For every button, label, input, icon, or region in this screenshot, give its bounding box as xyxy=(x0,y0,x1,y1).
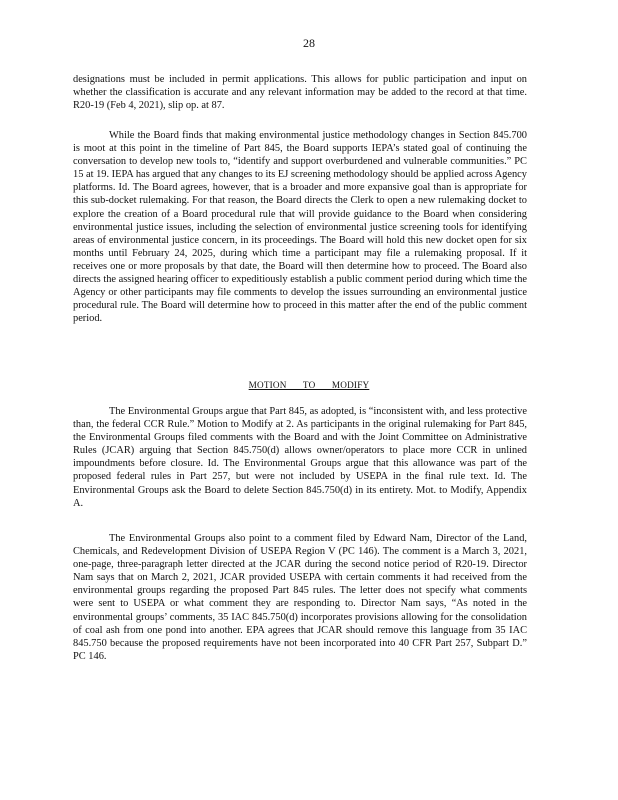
paragraph-1: designations must be included in permit applications. This allows for public participation and input on whether the classification is accurate and any relevant information may be added to the record at that time. R20-19 (Feb 4, 2021), slip op. at 87. xyxy=(73,74,527,112)
section-heading-text: MOTION TO MODIFY xyxy=(248,380,370,390)
paragraph-2: While the Board finds that making environmental justice methodology changes in Section 845.700 is moot at this point in the timeline of Part 845, the Board supports IEPA’s stated goal of continuing the conversation to develop new tools to, “identify and support overburdened and vulnerable communities.” PC 15 at 19. IEPA has argued that any changes to its EJ screening methodology should be applied across Agency platforms. Id. The Board agrees, however, that is a broader and more expansive goal than is appropriate for this sub-docket rulemaking. For that reason, the Board directs the Clerk to open a new rulemaking docket to explore the creation of a Board procedural rule that will provide guidance to the Board when considering environmental justice issues, including the selection of environmental justice screening tools for identifying areas of environmental justice concern, in its proceedings. The Board will hold this new docket open for six months until February 24, 2025, during which time a participant may file a rulemaking proposal. If it receives one or more proposals by that date, the Board will then determine how to proceed. The Board also directs the assigned hearing officer to expeditiously establish a public comment period during which time the Agency or other participants may file comments to develop the issues surrounding an environmental justice procedural rule. The Board will determine how to proceed in this matter after the end of the public comment period. xyxy=(73,130,527,325)
paragraph-3: The Environmental Groups argue that Part 845, as adopted, is “inconsistent with, and less protective than, the federal CCR Rule.” Motion to Modify at 2. As participants in the original rulemaking for Part 845, the Environmental Groups filed comments with the Board and with the Joint Committee on Administrative Rules (JCAR) arguing that Section 845.750(d) allows owner/operators to place more CCR in unlined impoundments before closure. Id. The Environmental Groups argue that this allowance was part of the proposed federal rules in Part 257, but were not included by USEPA in the final rule text. Id. The Environmental Groups ask the Board to delete Section 845.750(d) in its entirety. Mot. to Modify, Appendix A. xyxy=(73,406,527,509)
section-heading xyxy=(0,380,618,390)
paragraph-4: The Environmental Groups also point to a comment filed by Edward Nam, Director of the Land, Chemicals, and Redevelopment Division of USEPA Region V (PC 146). The comment is a March 3, 2021, one-page, three-paragraph letter directed at the JCAR during the second notice period of R20-19. Director Nam says that on March 2, 2021, JCAR provided USEPA with certain comments it had received from the environmental groups regarding the proposed Part 845 rules. The letter does not specify what comments were sent to USEPA or what comment they are responding to. Director Nam says, “As noted in the environmental groups’ comments, 35 IAC 845.750(d) incorporates provisions allowing for the consolidation of coal ash from one pond into another. EPA agrees that JCAR should remove this language from 35 IAC 845.750 because the proposed requirements have not been incorporated into 40 CFR Part 257, Subpart D.” PC 146. xyxy=(73,533,527,662)
page-number: 28 xyxy=(303,36,315,50)
